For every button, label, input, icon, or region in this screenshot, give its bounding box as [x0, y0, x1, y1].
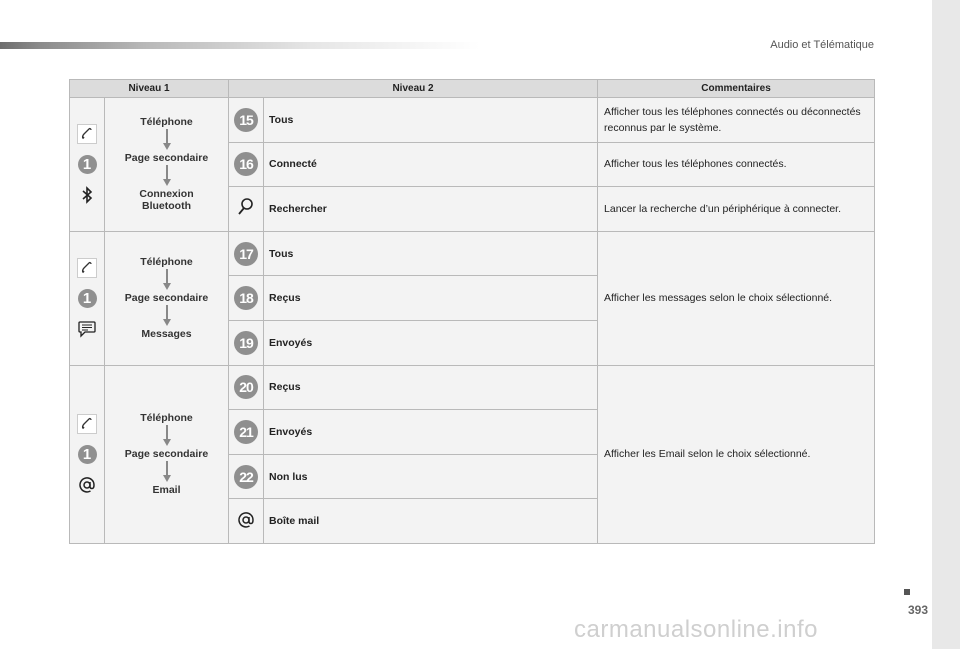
page-number: 393 [907, 603, 928, 617]
menu-step-label: Page secondaire [124, 292, 209, 305]
menu-step-label: Messages [141, 328, 192, 341]
level2-label: Envoyés [264, 320, 598, 365]
search-icon [236, 208, 256, 220]
down-arrow-icon [163, 305, 171, 327]
section-title: Audio et Télématique [770, 39, 874, 51]
comment-text: Afficher tous les téléphones connectés. [598, 142, 875, 187]
at-icon [237, 520, 255, 532]
table-row [70, 365, 875, 410]
table-row [70, 231, 875, 276]
badge-number: 17 [234, 242, 258, 266]
badge-number: 18 [234, 286, 258, 310]
level1-menu-path [105, 231, 229, 365]
down-arrow-icon [163, 129, 171, 151]
level1-menu-path [105, 98, 229, 232]
badge-number: 16 [234, 152, 258, 176]
page-side-tab [932, 0, 960, 649]
phone-icon [77, 414, 97, 434]
step-number: 1 [78, 289, 97, 308]
menu-step-label: Téléphone [140, 256, 193, 269]
level2-label: Reçus [264, 365, 598, 410]
level2-label: Tous [264, 98, 598, 143]
sms-icon [77, 319, 97, 339]
down-arrow-icon [163, 461, 171, 483]
step-number: 1 [78, 445, 97, 464]
page-marker [904, 589, 910, 595]
menu-step-label: Page secondaire [124, 448, 209, 461]
at-icon [77, 475, 97, 495]
table-header-row [70, 80, 875, 98]
column-header: Niveau 2 [229, 80, 598, 98]
down-arrow-icon [163, 165, 171, 187]
comment-text: Afficher tous les téléphones connectés ou déconnectés reconnus par le système. [598, 98, 875, 143]
level2-label: Rechercher [264, 187, 598, 232]
badge-number: 20 [234, 375, 258, 399]
down-arrow-icon [163, 425, 171, 447]
phone-icon [77, 258, 97, 278]
settings-table [69, 79, 875, 544]
level2-label: Tous [264, 231, 598, 276]
menu-step-label: Email [152, 484, 181, 497]
level1-icons [70, 365, 105, 543]
level2-label: Boîte mail [264, 499, 598, 544]
header-gradient-bar [0, 42, 480, 49]
table-row [70, 98, 875, 143]
level2-label: Reçus [264, 276, 598, 321]
menu-step-label: Téléphone [140, 116, 193, 129]
down-arrow-icon [163, 269, 171, 291]
watermark-text: carmanualsonline.info [574, 616, 818, 643]
menu-step-label: Page secondaire [124, 152, 209, 165]
step-number: 1 [78, 155, 97, 174]
badge-number: 21 [234, 420, 258, 444]
level2-label: Envoyés [264, 410, 598, 455]
menu-step-label: Connexion Bluetooth [139, 188, 194, 213]
menu-step-label: Téléphone [140, 412, 193, 425]
level1-menu-path [105, 365, 229, 543]
badge-number: 15 [234, 108, 258, 132]
level2-label: Connecté [264, 142, 598, 187]
level1-icons [70, 231, 105, 365]
badge-number: 19 [234, 331, 258, 355]
level2-label: Non lus [264, 454, 598, 499]
phone-icon [77, 124, 97, 144]
comment-text: Lancer la recherche d’un périphérique à connecter. [598, 187, 875, 232]
column-header: Commentaires [598, 80, 875, 98]
column-header: Niveau 1 [70, 80, 229, 98]
bluetooth-icon [77, 185, 97, 205]
level1-icons [70, 98, 105, 232]
comment-text: Afficher les messages selon le choix sélectionné. [598, 231, 875, 365]
comment-text: Afficher les Email selon le choix sélectionné. [598, 365, 875, 543]
badge-number: 22 [234, 465, 258, 489]
